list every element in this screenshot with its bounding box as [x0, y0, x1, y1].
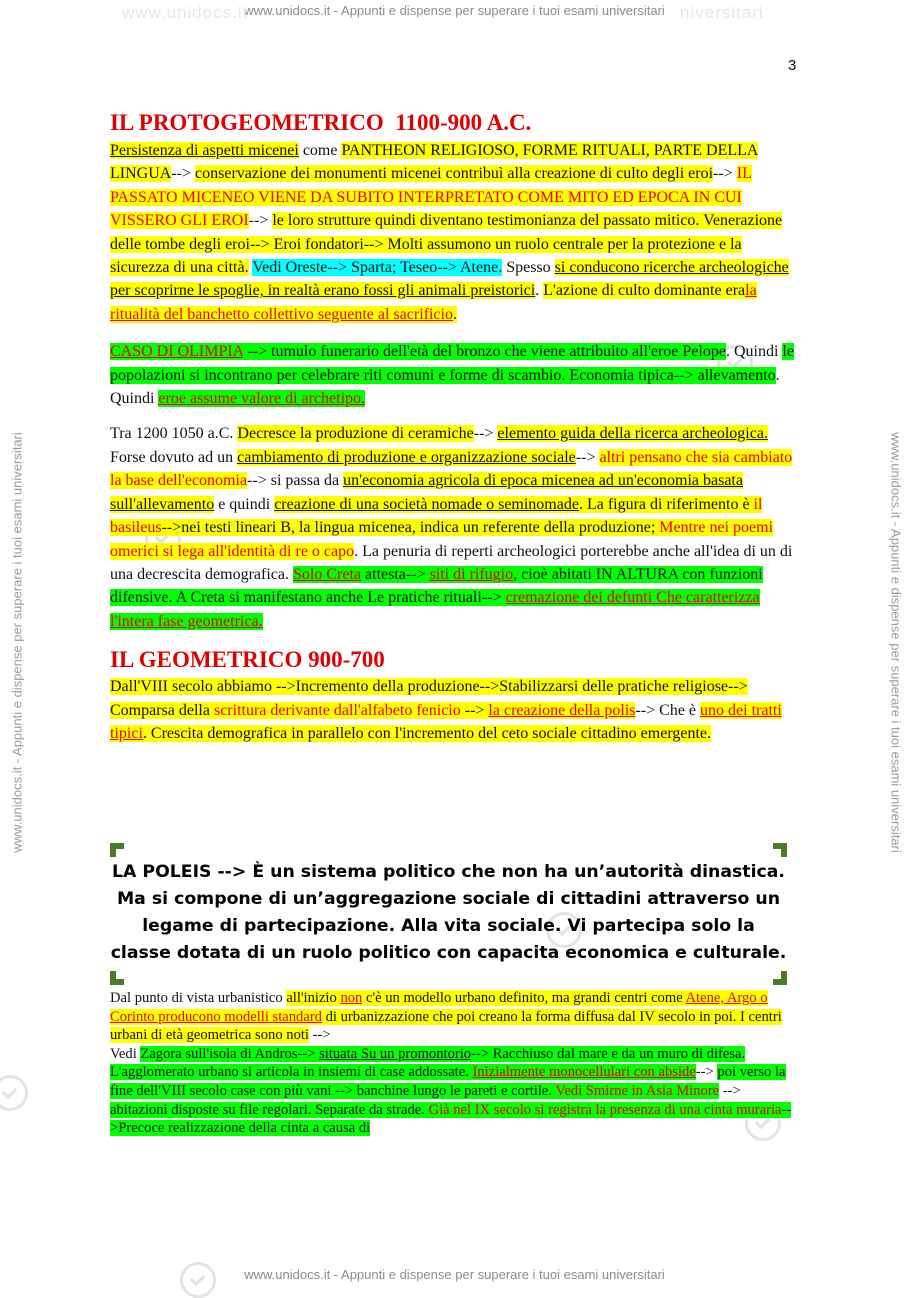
text-run: Tra 1200 1050 a.C.: [110, 425, 238, 443]
text-run: creazione di una società nomade o seminomade: [274, 495, 579, 513]
section-urbanistica: [110, 989, 800, 1138]
text-run: L'azione di culto dominante era: [543, 282, 746, 300]
text-run: .: [452, 305, 457, 323]
paragraph-zagora: [110, 1045, 800, 1138]
text-run: abitazioni disposte su file regolari. Separate da strade.: [110, 1101, 429, 1118]
section-title-geometrico: IL GEOMETRICO 900-700: [110, 647, 385, 673]
text-run: attesta-->: [361, 565, 430, 583]
text-run: cambiamento di produzione e organizzazione sociale: [237, 448, 576, 466]
watermark-side-right: www.unidocs.it - Appunti e dispense per superare i tuoi esami universitari: [888, 432, 904, 853]
text-run: il basileus: [110, 495, 763, 537]
text-run: come: [298, 142, 342, 159]
text-run: non: [340, 990, 363, 1006]
watermark-ghost-right: niversitari: [680, 3, 764, 22]
watermark-footer: www.unidocs.it - Appunti e dispense per superare i tuoi esami universitari: [244, 1267, 665, 1282]
watermark-ghost-left: www.unidocs.it: [122, 3, 249, 22]
watermark-logo-icon: [0, 1075, 28, 1111]
text-run: -->: [575, 448, 600, 466]
text-run: Inizialmente monocellulari con abside: [472, 1064, 696, 1081]
text-run: la creazione della polis: [488, 701, 636, 719]
callout-text: LA POLEIS --> È un sistema politico che non ha un’autorità dinastica. Ma si compone di un’aggregazione sociale di cittadini attraverso un legame di partecipazione. Alla vita sociale. Vi partecipa solo la classe dotata di un ruolo politico con capacita economica e culturale.: [110, 862, 787, 963]
text-run: , cioè abitati IN ALTURA con funzioni difensive. A Creta si manifestano anche Le pratiche rituali: [110, 565, 763, 607]
text-run: Solo Creta: [293, 565, 362, 583]
text-run: Dall'VIII secolo abbiamo -->Incremento della produzione-->Stabilizzarsi delle pratiche religiose--> Comparsa della: [110, 678, 748, 719]
text-run: .: [535, 282, 544, 300]
text-run: -->: [713, 165, 737, 183]
text-run: Decresce la produzione di ceramiche: [237, 425, 474, 443]
paragraph-olimpia: [110, 340, 800, 410]
text-run: Spesso: [502, 259, 555, 277]
text-run: -->: [719, 1082, 741, 1099]
text-run: eroe assume valore di archetipo.: [158, 390, 366, 408]
watermark-logo-icon: [180, 1262, 216, 1298]
text-run: -->: [695, 1064, 718, 1081]
document-body: [110, 108, 800, 745]
corner-bracket: [773, 843, 787, 857]
text-run: . Quindi: [725, 343, 783, 361]
text-run: poi verso la fine dell'VIII secolo case con più vani --> banchine lungo le pareti e cortile.: [110, 1064, 786, 1099]
text-run: PANTHEON RELIGIOSO, FORME RITUALI, PARTE DELLA LINGUA: [110, 142, 759, 183]
page-number: 3: [788, 57, 797, 74]
watermark-side-left: www.unidocs.it - Appunti e dispense per superare i tuoi esami universitari: [9, 432, 25, 853]
text-run: e quindi: [214, 495, 275, 513]
watermark-header: www.unidocs.it - Appunti e dispense per superare i tuoi esami universitari: [244, 3, 665, 18]
section-title-protogeometrico: IL PROTOGEOMETRICO 1100-900 A.C.: [110, 110, 532, 135]
text-run: Zagora sull'isola di Andros-->: [140, 1045, 320, 1062]
text-run: elemento guida della ricerca archeologica.: [497, 425, 768, 443]
text-run: cremazione dei defunti Che caratterizza l'intera fase geometrica.: [110, 589, 760, 630]
text-run: siti di rifugio: [429, 565, 514, 583]
text-run: Dal punto di vista urbanistico: [110, 990, 287, 1006]
callout-polis: [110, 843, 787, 985]
text-run: situata Su un promontorio: [319, 1045, 472, 1062]
text-run: CASO DI OLIMPIA: [110, 343, 244, 361]
corner-bracket: [773, 971, 787, 985]
text-run: Atene, Argo o Corinto producono modelli standard: [110, 990, 768, 1025]
text-run: uno dei tratti tipici: [110, 701, 782, 742]
text-run: -->: [473, 425, 498, 443]
text-run: -->: [308, 1027, 331, 1044]
corner-bracket: [110, 843, 124, 857]
text-run: conservazione dei monumenti micenei contribuì alla creazione di culto degli eroi: [195, 165, 714, 183]
text-run: Già nel IX secolo si registra la presenza di una cinta muraria: [428, 1101, 782, 1118]
text-run: scrittura derivante dall'alfabeto fenicio: [213, 701, 461, 719]
text-run: Vedi Oreste--> Sparta; Teseo--> Atene.: [252, 259, 503, 277]
text-run: la ritualità del banchetto collettivo seguente al sacrificio: [110, 282, 757, 323]
text-run: . Crescita demografica in parallelo con l'incremento del ceto sociale cittadino emergente.: [142, 724, 712, 742]
text-run: --> Che è: [635, 701, 701, 719]
text-run: . La figura di riferimento è: [578, 495, 754, 513]
text-run: . Quindi: [110, 366, 780, 408]
text-run: Forse dovuto ad un: [110, 448, 238, 466]
text-run: --> Racchiuso dal mare e da un muro di difesa. L'agglomerato urbano si articola in insiemi di case addossate.: [110, 1045, 746, 1081]
text-run: di urbanizzazione che poi creano la forma diffusa dal IV secolo in poi. I centri urbani di età geometrica sono noti: [110, 1008, 782, 1044]
text-run: --> si passa da: [247, 472, 344, 490]
text-run: -->: [481, 589, 506, 607]
text-run: -->Precoce realizzazione della cinta a causa di: [110, 1101, 792, 1137]
text-run: Vedi Smirne in Asia Minore: [555, 1082, 720, 1099]
text-run: Persistenza di aspetti micenei: [110, 142, 299, 159]
text-run: le loro strutture quindi diventano testimonianza del passato mitico. Venerazione delle tombe degli eroi--> Eroi fondatori--> Molti assumono un ruolo centrale per la protezione e la sicurezza di una città.: [110, 212, 783, 277]
text-run: . La penuria di reperti archeologici porterebbe anche all'idea di un di una decrescita demografica.: [110, 542, 793, 583]
text-run: -->: [248, 212, 273, 230]
paragraph-decrescita: [110, 422, 800, 633]
text-run: -->: [171, 165, 196, 183]
text-run: -->: [460, 701, 489, 719]
text-run: Mentre nei poemi omerici si lega all'identità di re o capo: [110, 519, 774, 560]
text-run: Vedi: [110, 1045, 141, 1062]
paragraph-geometrico: [110, 675, 800, 745]
text-run: un'economia agricola di epoca micenea ad un'economia basata sull'allevamento: [110, 472, 743, 513]
text-run: si conducono ricerche archeologiche per scoprirne le spoglie, in realtà erano fossi gli animali preistorici: [110, 259, 789, 300]
text-run: all'inizio: [286, 990, 341, 1006]
text-run: IL PASSATO MICENEO VIENE DA SUBITO INTERPRETATO COME MITO ED EPOCA IN CUI VISSERO GLI EROI: [110, 165, 752, 230]
text-run: altri pensano che sia cambiato la base dell'economia: [110, 448, 793, 490]
paragraph-persistenza: [110, 139, 800, 326]
text-run: c'è un modello urbano definito, ma grandi centri come: [362, 990, 686, 1006]
text-run: --> tumulo funerario dell'età del bronzo che viene attribuito all'eroe Pelope: [243, 343, 726, 361]
text-run: le popolazioni si incontrano per celebrare riti comuni e forme di scambio. Economia tipica--> allevamento: [110, 343, 794, 384]
corner-bracket: [110, 971, 124, 985]
text-run: -->nei testi lineari B, la lingua micenea, indica un referente della produzione;: [161, 519, 660, 537]
paragraph-urbanistica: [110, 989, 800, 1045]
